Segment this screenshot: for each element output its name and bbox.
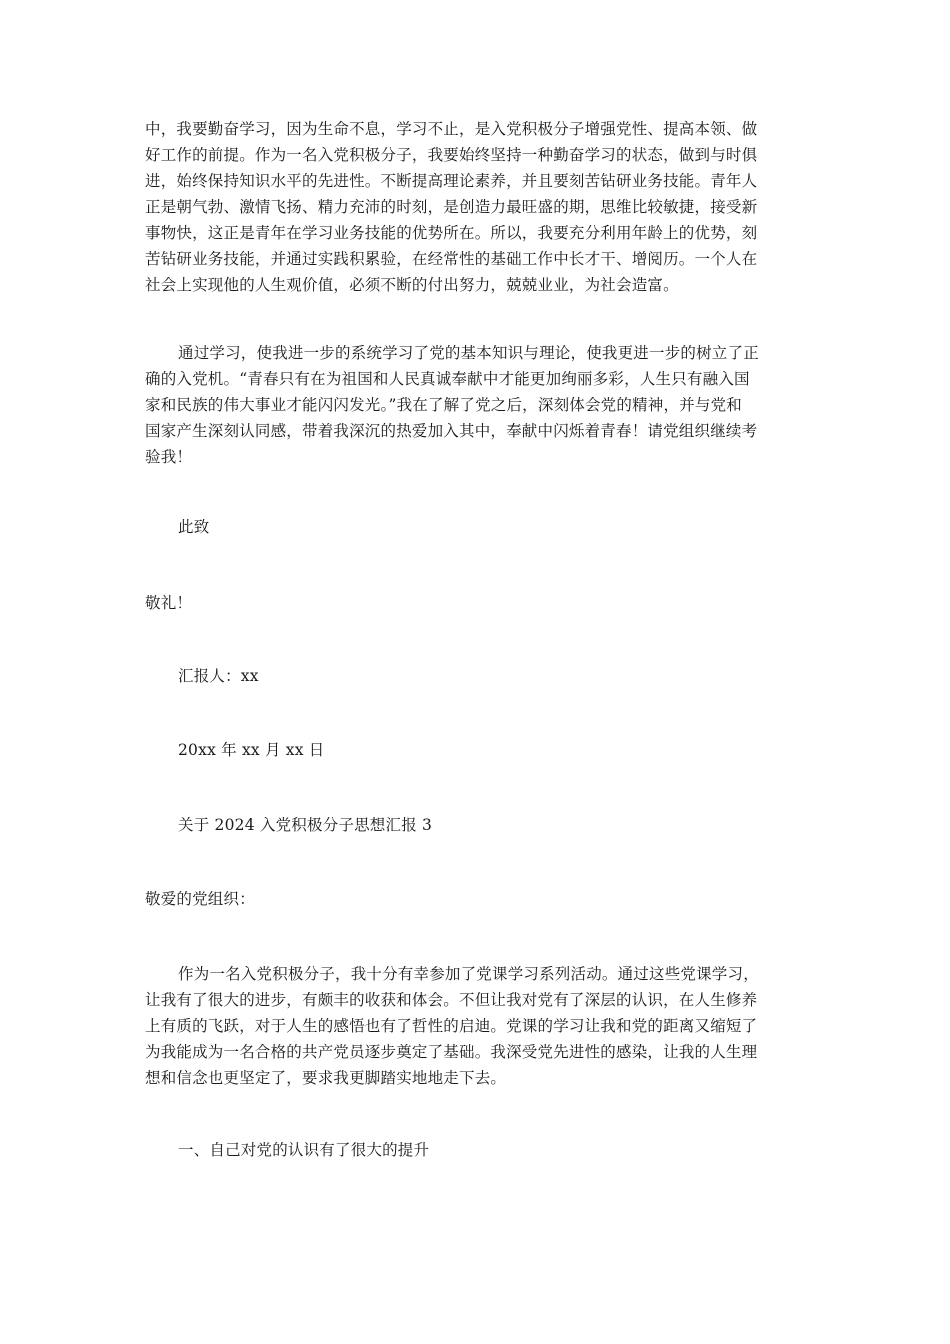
text-line: 想和信念也更坚定了，要求我更脚踏实地地走下去。 (145, 1069, 507, 1087)
text-line: 国家产生深刻认同感，带着我深沉的热爱加入其中，奉献中闪烁着青春！请党组织继续考 (145, 422, 758, 440)
text-line: 事物快，这正是青年在学习业务技能的优势所在。所以，我要充分利用年龄上的优势，刻 (145, 224, 758, 242)
text-line: 为我能成为一名合格的共产党员逐步奠定了基础。我深受党先进性的感染，让我的人生理 (145, 1043, 758, 1061)
section-heading-1: 一、自己对党的认识有了很大的提升 (178, 1141, 430, 1159)
text-line: 进，始终保持知识水平的先进性。不断提高理论素养，并且要刻苦钻研业务技能。青年人 (145, 172, 758, 190)
salutation-ci-zhi: 此致 (178, 518, 210, 536)
text-line: 确的入党机。“青春只有在为祖国和人民真诚奉献中才能更加绚丽多彩，人生只有融入国 (145, 370, 750, 388)
text-line: 上有质的飞跃，对于人生的感悟也有了哲性的启迪。党课的学习让我和党的距离又缩短了 (145, 1017, 758, 1035)
salutation-jing-li: 敬礼！ (145, 594, 193, 612)
text-line: 作为一名入党积极分子，我十分有幸参加了党课学习系列活动。通过这些党课学习， (178, 965, 759, 983)
paragraph-party-course (145, 961, 809, 1091)
text-line: 正是朝气勃、激情飞扬、精力充沛的时刻，是创造力最旺盛的期，思维比较敏捷，接受新 (145, 198, 758, 216)
reporter-line: 汇报人：xx (178, 667, 259, 685)
paragraph-through-learning (145, 340, 809, 470)
text-line: 验我！ (145, 448, 193, 466)
greeting: 敬爱的党组织： (145, 890, 255, 908)
text-line: 苦钻研业务技能，并通过实践积累验，在经常性的基础工作中长才干、增阅历。一个人在 (145, 250, 758, 268)
section-title: 关于 2024 入党积极分子思想汇报 3 (178, 816, 433, 834)
text-line: 家和民族的伟大事业才能闪闪发光。”我在了解了党之后，深刻体会党的精神，并与党和 (145, 396, 742, 414)
date-line: 20xx 年 xx 月 xx 日 (178, 741, 325, 759)
text-line: 让我有了很大的进步，有颇丰的收获和体会。不但让我对党有了深层的认识，在人生修养 (145, 991, 758, 1009)
text-line: 社会上实现他的人生观价值，必须不断的付出努力，兢兢业业，为社会造富。 (145, 276, 679, 294)
text-line: 好工作的前提。作为一名入党积极分子，我要始终坚持一种勤奋学习的状态，做到与时俱 (145, 146, 758, 164)
text-line: 中，我要勤奋学习，因为生命不息，学习不止，是入党积极分子增强党性、提高本领、做 (145, 120, 758, 138)
text-line: 通过学习，使我进一步的系统学习了党的基本知识与理论，使我更进一步的树立了正 (178, 344, 759, 362)
paragraph-study-diligently (145, 116, 809, 298)
